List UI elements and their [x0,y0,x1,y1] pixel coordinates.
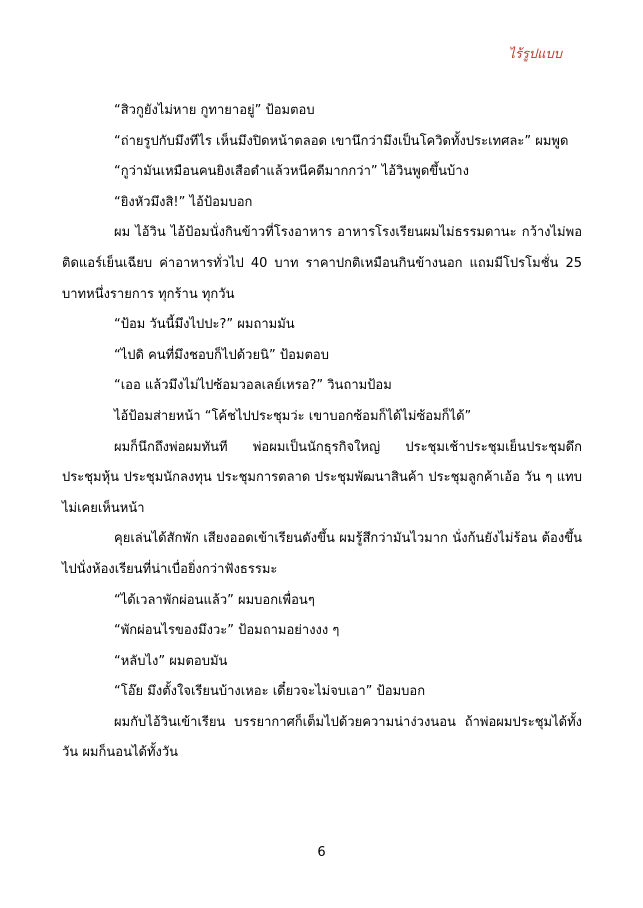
paragraph: “ได้เวลาพักผ่อนแล้ว” ผมบอกเพื่อนๆ [114,592,315,608]
paragraph: “กูว่ามันเหมือนคนยิงเสือดำแล้วหนีคดีมากกว่า” ไอ้วินพูดขึ้นบ้าง [114,164,469,180]
paragraph: “หลับไง” ผมตอบมัน [114,653,228,669]
paragraph: ผมก็นึกถึงพ่อผมทันที พ่อผมเป็นนักธุรกิจใหญ่ ประชุมเช้าประชุมเย็นประชุมดึก ประชุมหุ้น ประชุมนักลงทุน ประชุมการตลาด ประชุมพัฒนาสินค้า ประชุมลูกค้าเอ้อ วัน ๆ แทบไม่เคยเห็นหน้า [62,439,582,516]
paragraph: ไอ้ป้อมส่ายหน้า “โค้ชไปประชุมว่ะ เขาบอกซ้อมก็ได้ไม่ซ้อมก็ได้” [114,408,472,424]
body-text [62,96,582,769]
page-number: 6 [317,845,326,860]
paragraph: คุยเล่นได้สักพัก เสียงออดเข้าเรียนดังขึ้น ผมรู้สึกว่ามันไวมาก นั่งก้นยังไม่ร้อน ต้องขึ้นไปนั่งห้องเรียนที่น่าเบื่อยิ่งกว่าฟังธรรมะ [62,531,582,577]
paragraph: “พักผ่อนไรของมึงวะ” ป้อมถามอย่างงง ๆ [114,623,340,639]
paragraph: ผม ไอ้วิน ไอ้ป้อมนั่งกินข้าวที่โรงอาหาร อาหารโรงเรียนผมไม่ธรรมดานะ กว้างไม่พอติดแอร์เย็นเฉียบ ค่าอาหารทั่วไป 40 บาท ราคาปกติเหมือนกินข้างนอก แถมมีโปรโมชั่น 25 บาทหนึ่งรายการ ทุกร้าน ทุกวัน [62,225,582,302]
paragraph: “ไปดิ คนที่มึงชอบก็ไปด้วยนิ” ป้อมตอบ [114,347,329,363]
paragraph: “โอ๊ย มึงตั้งใจเรียนบ้างเหอะ เดี๋ยวจะไม่จบเอา” ป้อมบอก [114,684,426,700]
paragraph: “เออ แล้วมึงไม่ไปซ้อมวอลเลย์เหรอ?” วินถามป้อม [114,378,392,394]
paragraph: “ถ่ายรูปกับมึงทีไร เห็นมึงปิดหน้าตลอด เขานึกว่ามึงเป็นโควิดทั้งประเทศละ” ผมพูด [114,133,569,149]
paragraph: ผมกับไอ้วินเข้าเรียน บรรยากาศก็เต็มไปด้วยความน่าง่วงนอน ถ้าพ่อผมประชุมได้ทั้งวัน ผมก็นอนได้ทั้งวัน [62,714,582,761]
running-header: ไร้รูปแบบ [508,47,562,62]
paragraph: “ป้อม วันนี้มึงไปปะ?” ผมถามมัน [114,317,295,333]
paragraph: “สิวกูยังไม่หาย กูทายาอยู่” ป้อมตอบ [114,103,315,118]
paragraph: “ยิงหัวมึงสิ!” ไอ้ป้อมบอก [114,194,253,210]
